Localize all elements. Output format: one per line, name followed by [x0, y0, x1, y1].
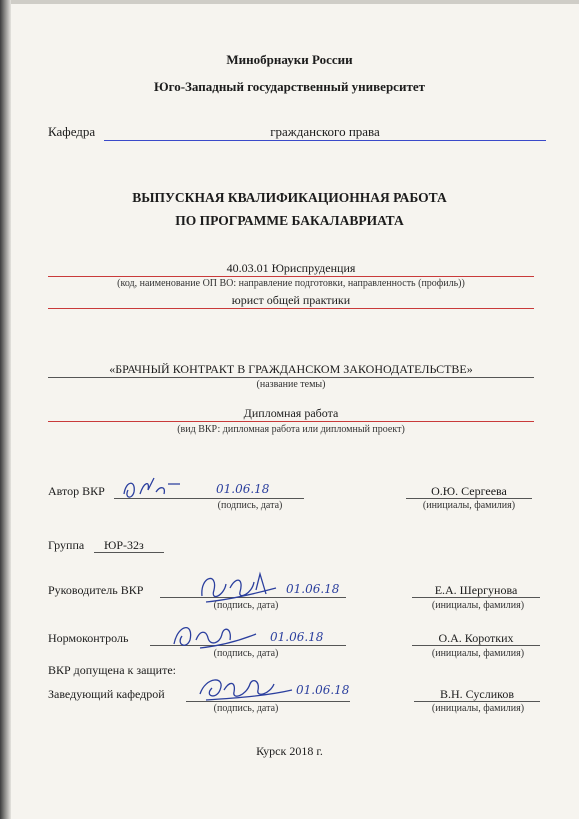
norm-control-sign-date: 01.06.18	[270, 630, 324, 644]
norm-control-name: О.А. Коротких	[438, 631, 514, 645]
program-code-underline	[48, 276, 534, 277]
title-line-1: ВЫПУСКНАЯ КВАЛИФИКАЦИОННАЯ РАБОТА	[132, 190, 447, 205]
title-line-2: ПО ПРОГРАММЕ БАКАЛАВРИАТА	[175, 213, 404, 228]
topic-value: «БРАЧНЫЙ КОНТРАКТ В ГРАЖДАНСКОМ ЗАКОНОДАТЕЛЬСТВЕ»	[109, 362, 473, 376]
work-type-value: Дипломная работа	[243, 406, 339, 420]
admission-label: ВКР допущена к защите:	[48, 663, 176, 677]
work-type-underline	[48, 421, 534, 422]
department-underline	[104, 140, 546, 141]
supervisor-label: Руководитель ВКР	[48, 583, 144, 597]
author-name-underline	[406, 498, 532, 499]
program-profile-underline	[48, 308, 534, 309]
department-value: гражданского права	[270, 124, 380, 139]
group-value: ЮР-32з	[104, 538, 144, 552]
author-sign-date: 01.06.18	[216, 482, 270, 496]
head-sign-date: 01.06.18	[296, 683, 350, 697]
supervisor-name-caption: (инициалы, фамилия)	[431, 600, 525, 611]
norm-control-sign-caption: (подпись, дата)	[213, 648, 279, 659]
norm-control-name-caption: (инициалы, фамилия)	[431, 648, 525, 659]
topic-caption: (название темы)	[256, 379, 326, 390]
head-label: Заведующий кафедрой	[48, 687, 165, 701]
supervisor-name-underline	[412, 597, 540, 598]
topic-underline	[48, 377, 534, 378]
supervisor-sign-caption: (подпись, дата)	[213, 600, 279, 611]
head-name-caption: (инициалы, фамилия)	[431, 703, 525, 714]
program-code: 40.03.01 Юриспруденция	[226, 261, 356, 275]
author-signature	[120, 474, 190, 507]
program-code-caption: (код, наименование ОП ВО: направление подготовки, направленность (профиль))	[117, 278, 465, 289]
group-label: Группа	[48, 538, 85, 552]
program-profile: юрист общей практики	[231, 293, 351, 307]
author-name: О.Ю. Сергеева	[431, 484, 507, 498]
scan-edge-left	[0, 0, 11, 819]
author-sign-caption: (подпись, дата)	[217, 500, 283, 511]
norm-control-label: Нормоконтроль	[48, 631, 129, 645]
author-name-caption: (инициалы, фамилия)	[422, 500, 516, 511]
head-name: В.Н. Сусликов	[440, 687, 514, 701]
scan-edge-top	[0, 0, 579, 4]
ministry-name: Минобрнауки России	[226, 52, 353, 67]
head-sign-caption: (подпись, дата)	[213, 703, 279, 714]
author-label: Автор ВКР	[48, 484, 105, 498]
university-name: Юго-Западный государственный университет	[154, 79, 425, 94]
department-label: Кафедра	[48, 124, 96, 139]
supervisor-name: Е.А. Шергунова	[434, 583, 518, 597]
head-name-underline	[414, 701, 540, 702]
norm-control-name-underline	[412, 645, 540, 646]
group-underline	[94, 552, 164, 553]
supervisor-sign-date: 01.06.18	[286, 582, 340, 596]
work-type-caption: (вид ВКР: дипломная работа или дипломный проект)	[177, 424, 405, 435]
city-year: Курск 2018 г.	[256, 744, 323, 758]
